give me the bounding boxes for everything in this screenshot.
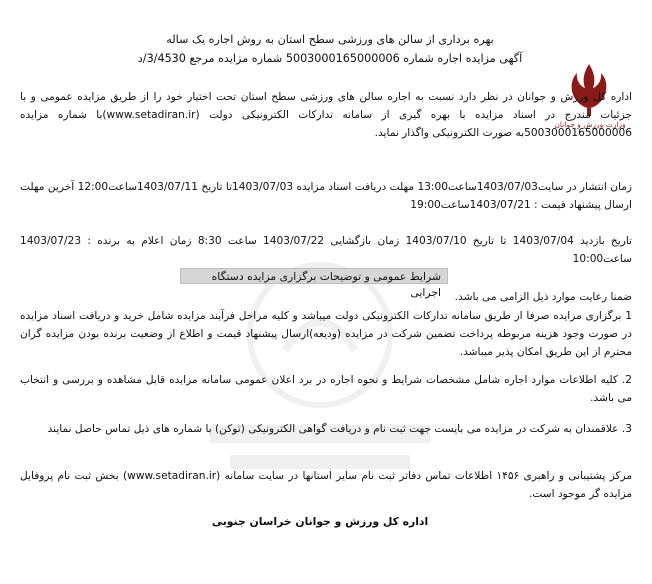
condition-item-1: 1 برگزاری مزایده صرفا از طریق سامانه تدارکات الکترونیکی دولت میباشد و کلیه مراحل فرآیند مزایده شامل خرید و دریافت اسناد مزایده در صورت وجود هزینه مربوطه پرداخت تضمین شرکت در مزایده (ودیعه)ارسال پیشنهاد قیمت و اطلاع از وضعیت برنده بودن مزایده گران محترم از این طریق امکان پذیر میباشد. bbox=[20, 310, 632, 358]
schedule-paragraph: زمان انتشار در سایت1403/07/03ساعت13:00 مهلت دریافت اسناد مزایده 1403/07/03تا تاریخ 1403/07/11ساعت12:00 آخرین مهلت ارسال پیشنهاد قیمت : 1403/07/21ساعت19:00 bbox=[20, 181, 632, 211]
emblem-caption: وزارت ورزش و جوانان bbox=[554, 120, 626, 129]
intro-paragraph: اداره کل ورزش و جوانان در نظر دارد نسبت به اجاره سالن های ورزشی سطح استان تحت اختیار خود را از طریق مزایده عمومی و با جزئیات مندرج در اسناد مزایده با بهره گیری از سامانه تدارکات الکترونیکی دولت (www.setadiran.ir)با شماره مزایده 5003000165000006به صورت الکترونیکی واگذار نماید. bbox=[20, 91, 633, 139]
notice-header bbox=[120, 30, 540, 68]
condition-item-3: 3. علاقمندان به شرکت در مزایده می بایست جهت ثبت نام و دریافت گواهی الکترونیکی (توکن) با شماره های ذیل تماس حاصل نمایند bbox=[47, 423, 632, 435]
condition-item-2: 2. کلیه اطلاعات موارد اجاره شامل مشخصات شرایط و نحوه اجاره در برد اعلان عمومی سامانه مزایده قابل مشاهده و بررسی و انتخاب می باشد. bbox=[20, 374, 632, 404]
issuer-signature: اداره کل ورزش و جوانان خراسان جنوبی bbox=[211, 515, 429, 528]
header-title: بهره برداری از سالن های ورزشی سطح استان به روش اجاره یک ساله bbox=[166, 33, 494, 46]
section-lead: ضمنا رعایت موارد ذیل الزامی می باشد. bbox=[454, 291, 632, 303]
visit-paragraph: تاریخ بازدید 1403/07/04 تا تاریخ 1403/07/10 زمان بازگشایی 1403/07/22 ساعت 8:30 زمان اعلام به برنده : 1403/07/23 ساعت10:00 bbox=[20, 235, 633, 265]
support-info: مرکز پشتیبانی و راهبری ۱۴۵۶ اطلاعات تماس دفاتر ثبت نام سایر استانها در سایت سامانه (www.setadiran.ir) بخش ثبت نام پروفایل مزایده گر موجود است. bbox=[20, 470, 632, 500]
section-title: شرایط عمومی و توضیحات برگزاری مزایده دستگاه اجرایی bbox=[180, 268, 448, 284]
header-subtitle: آگهی مزایده اجاره شماره 5003000165000006 شماره مزایده مرجع 3/4530/د bbox=[137, 52, 523, 65]
